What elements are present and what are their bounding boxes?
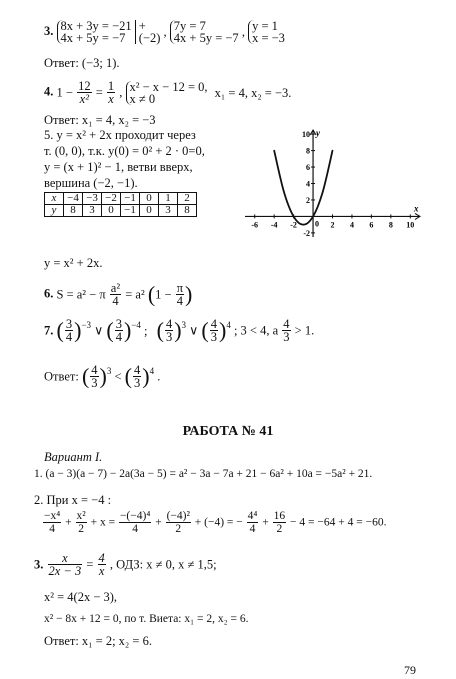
- problem-7: 7. ( $\frac{3}{4}$ )$^{-3}$ ∨ ( $\frac{3}{4}$ )$^{-4}$ ; ( $\frac{4}{3}$ )$^3$ ∨ ( $\frac{4}{3}$ )$^4$ ; 3 < 4, a $\frac{4}{3}$ > 1.: [44, 317, 315, 344]
- problem-number: 3.: [44, 23, 54, 38]
- data-point: [312, 216, 314, 218]
- problem-4: 4. 1 − $\frac{12}{\text{x²}}$ = $\frac{1}{x}$ , x² − x − 12 = 0, x ≠ 0 x₁ = 4, x₂ = −3.: [44, 79, 292, 106]
- fraction: $\frac{\pi}{4}$: [176, 281, 184, 308]
- x-tick-label: -4: [270, 220, 278, 230]
- y-axis-label: y: [316, 128, 321, 138]
- problem-5-line-2: т. (0, 0), т.к. y(0) = 0² + 2 · 0=0,: [44, 144, 205, 158]
- work-problem-2-lead: 2. При x = −4 :: [34, 493, 112, 507]
- fraction: $\frac{12}{\text{x²}}$: [78, 79, 91, 106]
- section-title: РАБОТА № 41: [182, 424, 274, 439]
- multiplier: + (−2): [135, 20, 161, 44]
- problem-3: 3. 8x + 3y = −21 4x + 5y = −7 + (−2) , 7y = 7 4x + 5y = −7 , y = 1 x = −3: [44, 19, 285, 45]
- parabola-graph: [240, 125, 425, 245]
- problem-6: 6. S = a² − π $\frac{\text{a²}}{4}$ = a² (1 − $\frac{\pi}{4}$ ): [44, 281, 193, 308]
- answer-w3: Ответ: x₁ = 2; x₂ = 6.: [44, 634, 152, 648]
- problem-5-line-1: 5. y = x² + 2x проходит через: [44, 128, 196, 142]
- data-point: [303, 224, 305, 226]
- x-tick-label: -2: [290, 220, 297, 230]
- work-problem-2: $\frac{\text{−x⁴}}{4}$ + $\frac{\text{x²}}{2}$ + x = $\frac{\text{−(−4)⁴}}{4}$ + $\frac{\text{(−4)²}}{2}$ + (−4) = − $\frac{\text{4⁴}}{4}$ + $\frac{16}{2}$ − 4 = −64 + 4 = −60.: [44, 510, 387, 535]
- work-problem-3-line-2: x² = 4(2x − 3),: [44, 590, 118, 604]
- origin-label: 0: [315, 219, 320, 229]
- x-tick-label: 2: [330, 220, 335, 230]
- work-problem-3: 3. $\frac{x}{2x - 3}$ = $\frac{4}{x}$ , ОДЗ: x ≠ 0, x ≠ 1,5;: [34, 551, 217, 578]
- answer-3: Ответ: (−3; 1).: [44, 56, 120, 70]
- answer-4: Ответ: x₁ = 4, x₂ = −3: [44, 113, 156, 127]
- fraction: $\frac{\text{a²}}{4}$: [110, 281, 121, 308]
- x-tick-label: -6: [251, 220, 259, 230]
- equation-system: x² − x − 12 = 0, x ≠ 0: [126, 81, 208, 105]
- y-tick-label: 8: [306, 146, 311, 156]
- x-tick-label: 8: [388, 220, 393, 230]
- y-tick-label: 6: [306, 163, 311, 173]
- work-problem-1: 1. (a − 3)(a − 7) − 2a(3a − 5) = a² − 3a − 7a + 21 − 6a² + 10a = −5a² + 21.: [34, 468, 373, 480]
- equation-system: 8x + 3y = −21 4x + 5y = −7: [57, 20, 132, 44]
- y-tick-label: 4: [306, 179, 311, 189]
- page-number: 79: [404, 663, 416, 677]
- y-tick-label: -2: [303, 228, 311, 238]
- function-caption: y = x² + 2x.: [44, 256, 103, 270]
- x-tick-label: 4: [349, 220, 354, 230]
- data-point: [322, 191, 324, 193]
- data-point: [273, 150, 275, 152]
- x-axis-label: x: [414, 203, 419, 214]
- problem-5-line-3: y = (x + 1)² − 1, ветви вверх,: [44, 160, 193, 174]
- parabola-curve: [274, 151, 332, 225]
- variant-label: Вариант I.: [44, 450, 103, 464]
- table-row: y 8 3 0 −1 0 3 8: [45, 205, 197, 217]
- data-point: [332, 150, 334, 152]
- data-point: [293, 216, 295, 218]
- table-row: x −4 −3 −2 −1 0 1 2: [45, 193, 197, 205]
- fraction: $\frac{1}{x}$: [107, 79, 115, 106]
- equation-system: y = 1 x = −3: [248, 20, 285, 44]
- y-tick-label: 10: [302, 130, 311, 140]
- x-tick-label: 10: [406, 220, 415, 230]
- y-tick-label: 2: [306, 195, 311, 205]
- work-problem-3-line-3: x² − 8x + 12 = 0, по т. Виета: x₁ = 2, x₂ = 6.: [44, 613, 249, 625]
- answer-7: Ответ: ( $\frac{4}{3}$ )$^3$ < ( $\frac{4}{3}$ )$^4$ .: [44, 363, 161, 390]
- problem-5-line-4: вершина (−2, −1).: [44, 176, 138, 190]
- equation-system: 7y = 7 4x + 5y = −7: [170, 20, 239, 44]
- x-tick-label: 6: [369, 220, 374, 230]
- data-point: [283, 191, 285, 193]
- value-table: [44, 192, 197, 217]
